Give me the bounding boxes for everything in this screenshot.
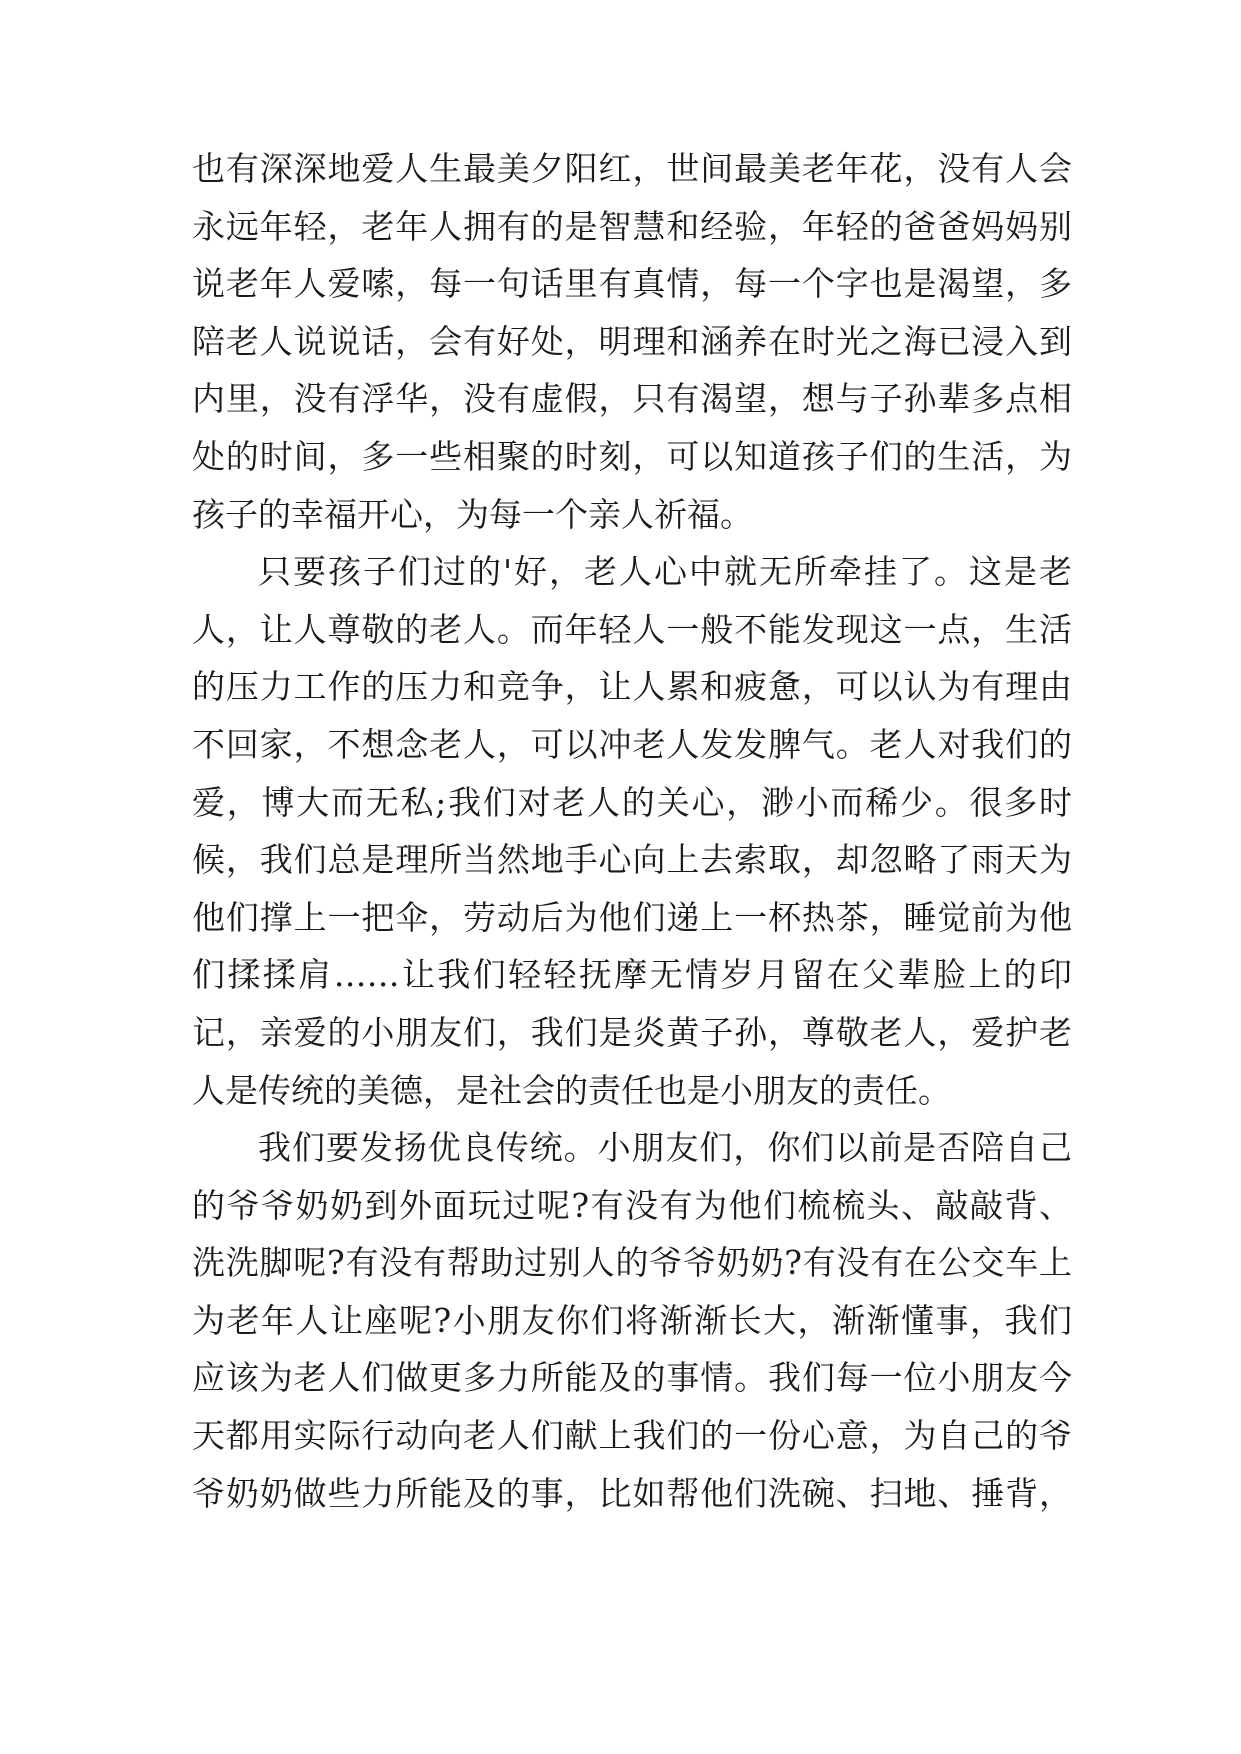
text-line: 们揉揉肩……让我们轻轻抚摩无情岁月留在父辈脸上的印 [192,955,1072,995]
text-line: 候，我们总是理所当然地手心向上去索取，却忽略了雨天为 [192,840,1072,880]
text-line: 他们撑上一把伞，劳动后为他们递上一杯热茶，睡觉前为他 [192,897,1072,937]
text-line: 人是传统的美德，是社会的责任也是小朋友的责任。 [192,1070,951,1110]
text-line: 洗洗脚呢?有没有帮助过别人的爷爷奶奶?有没有在公交车上 [192,1243,1072,1283]
text-line: 天都用实际行动向老人们献上我们的一份心意，为自己的爷 [192,1416,1072,1456]
text-line: 人，让人尊敬的老人。而年轻人一般不能发现这一点，生活 [192,609,1072,649]
text-line: 的压力工作的压力和竞争，让人累和疲惫，可以认为有理由 [192,667,1072,707]
text-line: 说老年人爱嗦，每一句话里有真情，每一个字也是渴望，多 [192,264,1072,304]
text-line: 应该为老人们做更多力所能及的事情。我们每一位小朋友今 [192,1358,1072,1398]
text-line: 陪老人说说话，会有好处，明理和涵养在时光之海已浸入到 [192,321,1072,361]
text-line: 内里，没有浮华，没有虚假，只有渴望，想与子孙辈多点相 [192,379,1072,419]
text-line: 永远年轻，老年人拥有的是智慧和经验，年轻的爸爸妈妈别 [192,206,1072,246]
text-line: 为老年人让座呢?小朋友你们将渐渐长大，渐渐懂事，我们 [192,1300,1072,1340]
text-line: 处的时间，多一些相聚的时刻，可以知道孩子们的生活，为 [192,436,1072,476]
text-line: 只要孩子们过的'好，老人心中就无所牵挂了。这是老 [258,552,1072,592]
text-line: 爱，博大而无私;我们对老人的关心，渺小而稀少。很多时 [192,782,1072,822]
text-line: 也有深深地爱人生最美夕阳红，世间最美老年花，没有人会 [192,149,1072,188]
text-line: 记，亲爱的小朋友们，我们是炎黄子孙，尊敬老人，爱护老 [192,1012,1072,1052]
paragraph-1 [192,140,1072,543]
text-line: 不回家，不想念老人，可以冲老人发发脾气。老人对我们的 [192,724,1072,764]
body-text [192,140,1072,1522]
paragraph-3 [192,1119,1072,1522]
paragraph-2 [192,543,1072,1119]
text-line: 孩子的幸福开心，为每一个亲人祈福。 [192,494,753,534]
text-line: 我们要发扬优良传统。小朋友们，你们以前是否陪自己 [258,1128,1072,1168]
text-line: 的爷爷奶奶到外面玩过呢?有没有为他们梳梳头、敲敲背、 [192,1185,1072,1225]
text-line: 爷奶奶做些力所能及的事，比如帮他们洗碗、扫地、捶背， [192,1473,1072,1513]
